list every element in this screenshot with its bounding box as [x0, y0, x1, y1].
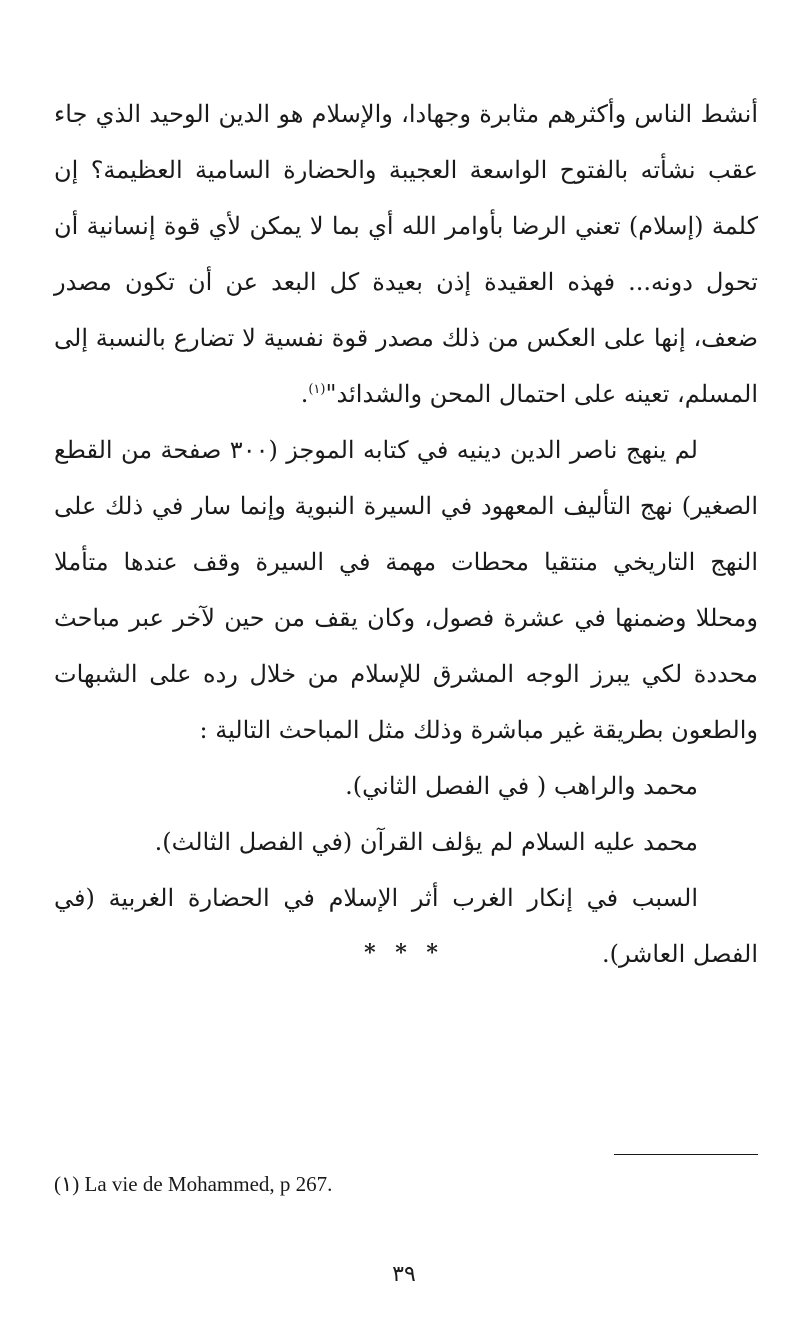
footnote-reference: (١): [308, 382, 326, 397]
footnote-divider: [614, 1154, 758, 1155]
footnote: [54, 1170, 332, 1198]
paragraph-quote-text: أنشط الناس وأكثرهم مثابرة وجهادا، والإسلام هو الدين الوحيد الذي جاء عقب نشأته بالفتوح الواسعة العجيبة والحضارة السامية العظيمة؟ إن كلمة (إسلام) تعني الرضا بأوامر الله أي بما لا يمكن لأي قوة إنسانية أن تحول دونه... فهذه العقيدة إذن بعيدة كل البعد عن أن تكون مصدر ضعف، إنها على العكس من ذلك مصدر قوة نفسية لا تضارع بالنسبة إلى المسلم، تعينه على احتمال المحن والشدائد": [54, 100, 758, 408]
main-text: [54, 86, 758, 982]
paragraph-description: لم ينهج ناصر الدين دينيه في كتابه الموجز (٣٠٠ صفحة من القطع الصغير) نهج التأليف المعهود في السيرة النبوية وإنما سار في ذلك على النهج التاريخي منتقيا محطات مهمة في السيرة وقف عندها متأملا ومحللا وضمنها في عشرة فصول، وكان يقف من حين لآخر عبر مباحث محددة لكي يبرز الوجه المشرق للإسلام من خلال رده على الشبهات والطعون بطريقة غير مباشرة وذلك مثل المباحث التالية :: [54, 436, 758, 744]
list-item: محمد والراهب ( في الفصل الثاني).: [345, 772, 698, 800]
page-number: ٣٩: [392, 1262, 416, 1287]
paragraph-quote: [54, 86, 758, 422]
footnote-marker: (١): [54, 1172, 80, 1196]
list-item: محمد عليه السلام لم يؤلف القرآن (في الفصل الثالث).: [154, 828, 698, 856]
section-separator: * * *: [364, 940, 444, 966]
list-item: السبب في إنكار الغرب أثر الإسلام في الحضارة الغربية (في الفصل العاشر).: [54, 884, 758, 968]
paragraph-quote-end: .: [300, 380, 309, 408]
footnote-text: La vie de Mohammed, p 267.: [79, 1172, 333, 1196]
